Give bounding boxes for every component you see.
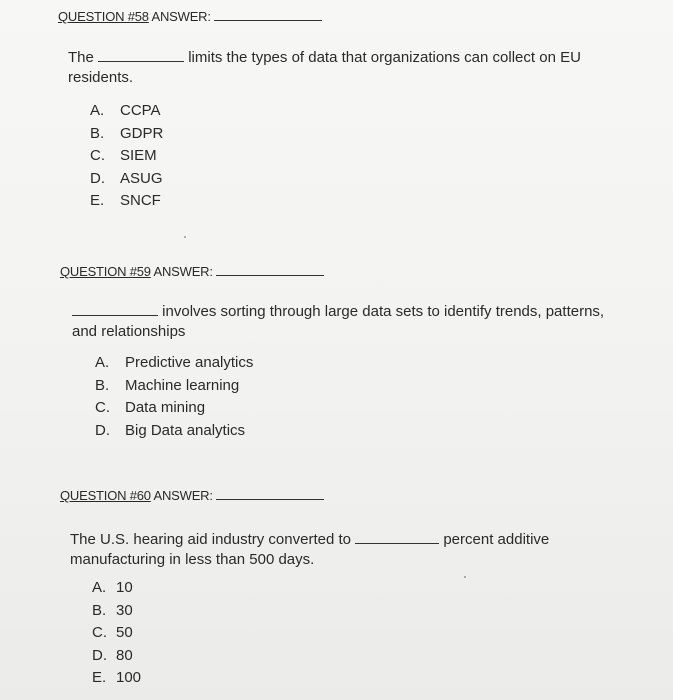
q58-option: D. ASUG bbox=[90, 169, 163, 187]
q60-option: E. 100 bbox=[92, 669, 142, 686]
q59-stem-end: and relationships bbox=[72, 323, 186, 340]
q59-answer-label: ANSWER: bbox=[153, 264, 213, 279]
q60-answer-blank[interactable] bbox=[216, 499, 324, 500]
q59-answer-blank[interactable] bbox=[216, 275, 324, 276]
q58-header bbox=[58, 9, 322, 24]
q58-option: C. SIEM bbox=[90, 147, 157, 164]
q59-stem-mid: involves sorting through large data sets to identify trends, patterns, bbox=[162, 303, 605, 320]
q58-stem-blank[interactable] bbox=[98, 61, 184, 62]
q60-option: A. 10 bbox=[92, 579, 133, 596]
q60-number: QUESTION #60 bbox=[60, 488, 151, 503]
q59-option: B. Machine learning bbox=[95, 376, 240, 394]
q60-stem bbox=[70, 530, 630, 570]
q60-option: D. 80 bbox=[92, 646, 133, 664]
q60-stem-start: The U.S. hearing aid industry converted to bbox=[70, 531, 351, 548]
q58-stem-start: The bbox=[68, 49, 94, 66]
q60-stem-end: manufacturing in less than 500 days. bbox=[70, 551, 315, 568]
q58-stem-end: residents. bbox=[68, 69, 134, 86]
paper-speck bbox=[184, 236, 186, 238]
q60-option: B. 30 bbox=[92, 601, 133, 619]
q59-stem bbox=[72, 302, 662, 342]
q59-header bbox=[60, 264, 324, 279]
q60-header bbox=[60, 488, 324, 503]
q59-option: D. Big Data analytics bbox=[95, 421, 246, 439]
q60-stem-blank[interactable] bbox=[355, 543, 439, 544]
q58-answer-blank[interactable] bbox=[214, 20, 322, 21]
q60-stem-mid: percent additive bbox=[443, 531, 550, 548]
q58-option: E. SNCF bbox=[90, 192, 161, 209]
q59-option: C. Data mining bbox=[95, 399, 206, 416]
q58-stem-mid: limits the types of data that organizations can collect on EU bbox=[188, 49, 581, 66]
q58-option: B. GDPR bbox=[90, 124, 164, 142]
paper-speck bbox=[464, 576, 466, 578]
q58-number: QUESTION #58 bbox=[58, 9, 149, 24]
q58-options bbox=[90, 100, 163, 213]
q59-options bbox=[95, 352, 253, 442]
q59-number: QUESTION #59 bbox=[60, 264, 151, 279]
q59-stem-blank[interactable] bbox=[72, 315, 158, 316]
q59-option: A. Predictive analytics bbox=[95, 354, 254, 371]
q58-answer-label: ANSWER: bbox=[151, 9, 211, 24]
q60-options bbox=[92, 577, 141, 690]
q60-answer-label: ANSWER: bbox=[153, 488, 213, 503]
q58-option: A. CCPA bbox=[90, 102, 161, 119]
q60-option: C. 50 bbox=[92, 624, 133, 641]
q58-stem bbox=[68, 48, 628, 88]
